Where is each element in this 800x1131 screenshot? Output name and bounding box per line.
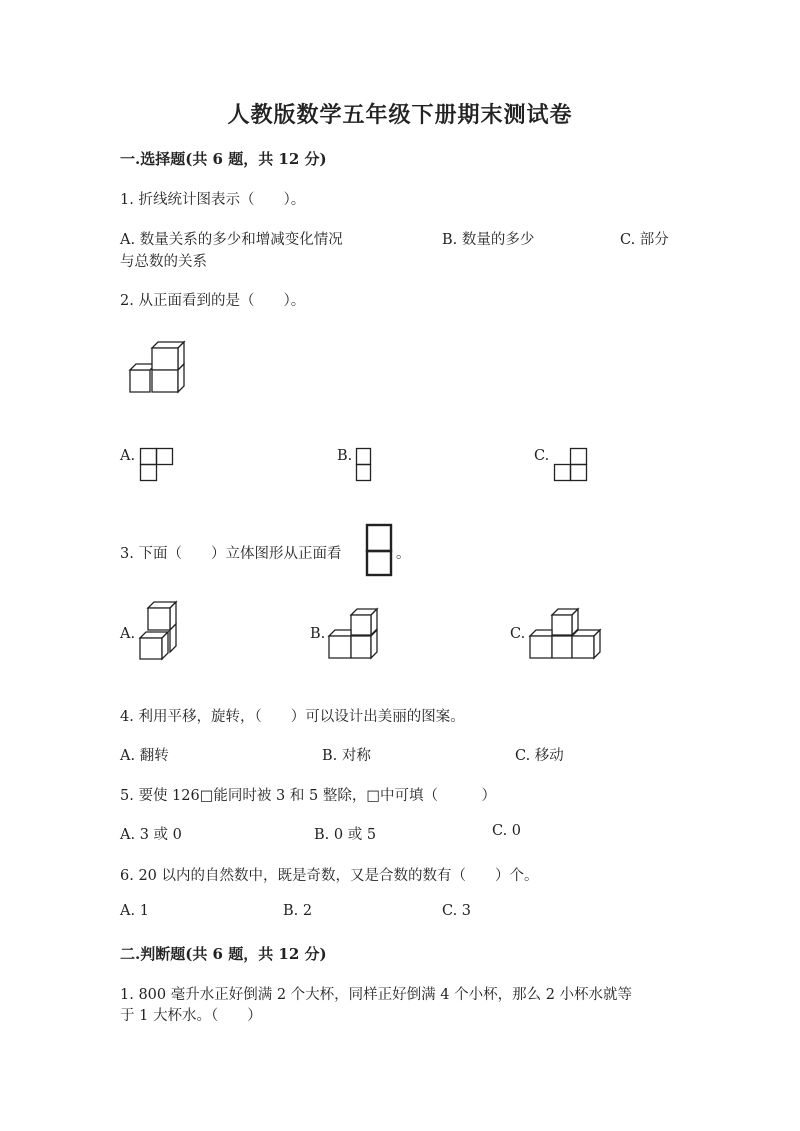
q2-option-a-view-figure — [140, 448, 174, 482]
q3-option-a-label: A. — [120, 626, 136, 642]
q5-option-c: C. 0 — [492, 823, 522, 839]
question-3-stem: 3. 下面（ ）立体图形从正面看 — [120, 546, 342, 562]
section-heading-true-false: 二.判断题(共 6 题，共 12 分) — [120, 945, 327, 963]
q3-option-c-solid-figure — [528, 608, 604, 662]
q1-option-b: B. 数量的多少 — [442, 232, 535, 248]
q2-option-b-view-figure — [356, 448, 372, 482]
question-6-stem: 6. 20 以内的自然数中，既是奇数，又是合数的数有（ ）个。 — [120, 868, 539, 884]
q5-option-a: A. 3 或 0 — [120, 827, 182, 843]
q2-cube-stack-figure — [128, 344, 190, 398]
q1-option-c: C. 部分 — [620, 232, 669, 248]
question-1-stem: 1. 折线统计图表示（ ）。 — [120, 192, 306, 208]
question-3-stem-end: 。 — [396, 546, 411, 562]
question-5-stem: 5. 要使 126□能同时被 3 和 5 整除，□中可填（ ） — [120, 788, 497, 804]
q6-option-b: B. 2 — [283, 903, 313, 919]
q2-option-a-label: A. — [120, 448, 136, 464]
q4-option-c: C. 移动 — [515, 748, 564, 764]
q2-option-c-label: C. — [534, 448, 550, 464]
q3-option-a-solid-figure — [138, 600, 182, 662]
q4-option-a: A. 翻转 — [120, 748, 169, 764]
q1-option-a-cont: 与总数的关系 — [120, 254, 207, 270]
question-4-stem: 4. 利用平移，旋转，（ ）可以设计出美丽的图案。 — [120, 709, 465, 725]
tf-question-1-line1: 1. 800 毫升水正好倒满 2 个大杯，同样正好倒满 4 个小杯，那么 2 小杯水就等 — [120, 987, 633, 1003]
q2-option-c-view-figure — [553, 448, 589, 484]
q3-front-view-figure — [366, 524, 394, 578]
page-title: 人教版数学五年级下册期末测试卷 — [227, 102, 573, 128]
question-2-stem: 2. 从正面看到的是（ ）。 — [120, 293, 306, 309]
q3-option-b-solid-figure — [327, 608, 381, 662]
q2-option-b-label: B. — [337, 448, 353, 464]
q6-option-c: C. 3 — [442, 903, 472, 919]
q1-option-a: A. 数量关系的多少和增减变化情况 — [120, 232, 343, 248]
tf-question-1-line2: 于 1 大杯水。（ ） — [120, 1008, 262, 1024]
q6-option-a: A. 1 — [120, 903, 149, 919]
section-heading-choice: 一.选择题(共 6 题，共 12 分) — [120, 150, 327, 168]
q4-option-b: B. 对称 — [322, 748, 371, 764]
q5-option-b: B. 0 或 5 — [314, 827, 377, 843]
q3-option-c-label: C. — [510, 626, 526, 642]
q3-option-b-label: B. — [310, 626, 326, 642]
